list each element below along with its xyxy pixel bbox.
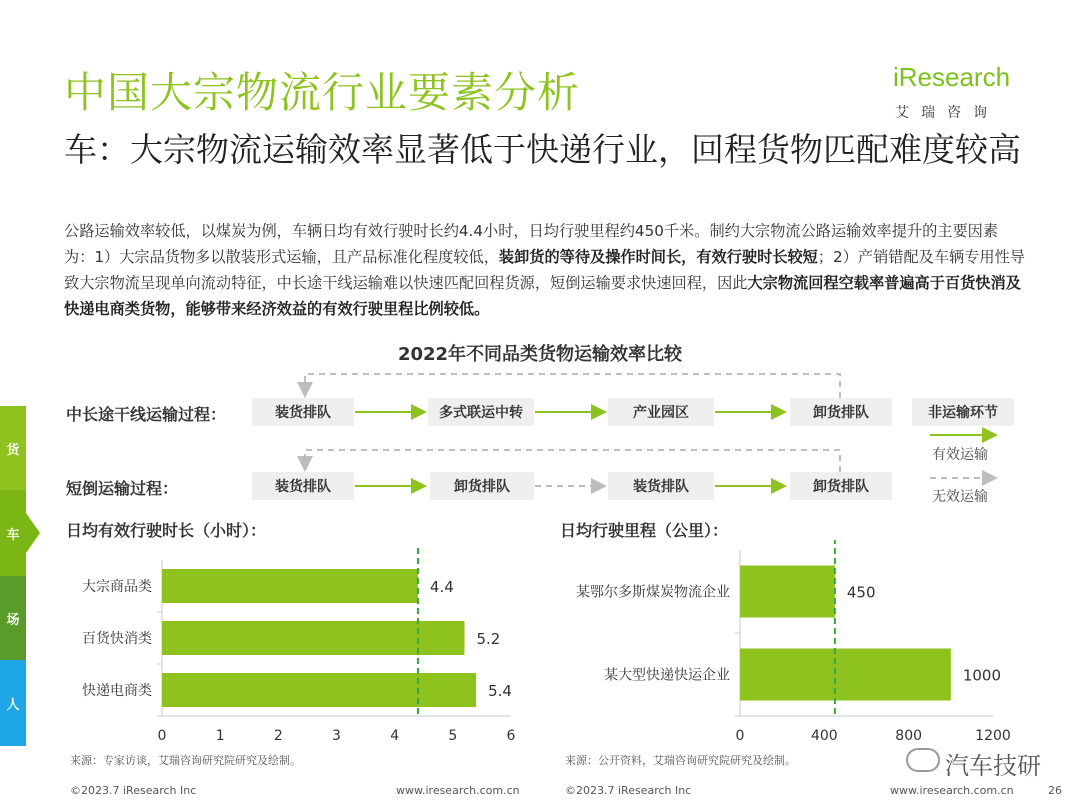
- side-tab-vehicle[interactable]: [0, 490, 26, 576]
- body-text-2: ；2）产销错配及车辆专用性导致大宗物流呈现单向流动特征，中长途干线运输难以快速匹配回程货源，短倒运输要求快速回程，因此: [64, 248, 1025, 292]
- chart1-plot: [60, 540, 540, 750]
- body-bold-2: 大宗物流回程空载率普遍高于百货快消及快递电商类货物，能够带来经济效益的有效行驶里程比例较低。: [64, 274, 1021, 318]
- chart1-tick-label: 6: [506, 728, 516, 744]
- chart2-bar: [740, 566, 835, 618]
- row1-step-1: 装货排队: [252, 398, 354, 426]
- row1-step-3: 产业园区: [608, 398, 714, 426]
- footer-copyright-right: ©2023.7 iResearch Inc: [565, 784, 692, 797]
- body-paragraph: [64, 218, 1026, 322]
- process-title: 2022年不同品类货物运输效率比较: [397, 344, 683, 365]
- row2-step-2: 卸货排队: [430, 472, 534, 500]
- body-text-1: 公路运输效率较低，以煤炭为例，车辆日均有效行驶时长约4.4小时，日均行驶里程约450千米。制约大宗物流公路运输效率提升的主要因素为：1）大宗品货物多以散装形式运输，且产品标准化程度较低，: [64, 222, 999, 266]
- side-tab-goods[interactable]: [0, 406, 26, 490]
- logo-chinese: 艾瑞咨询: [895, 105, 999, 121]
- side-tab-vehicle-label: 车: [6, 527, 20, 543]
- row2-step-1: 装货排队: [252, 472, 354, 500]
- row2-label: 短倒运输过程：: [66, 479, 179, 498]
- chart1-tick-label: 1: [215, 728, 225, 744]
- row2-return-arrow: [305, 450, 840, 472]
- chart1-title: 日均有效行驶时长（小时）：: [66, 521, 267, 540]
- chart1-category-label: 大宗商品类: [82, 579, 152, 595]
- source-right: 来源：公开资料，艾瑞咨询研究院研究及绘制。: [565, 754, 796, 767]
- row2-step-4: 卸货排队: [790, 472, 892, 500]
- chart1-value-label: 4.4: [429, 578, 454, 596]
- chart1-tick-label: 5: [448, 728, 458, 744]
- chart1-bar: [162, 673, 476, 707]
- chart1-tick-label: 4: [390, 728, 400, 744]
- side-tab-site[interactable]: [0, 576, 26, 660]
- chart2-title: 日均行驶里程（公里）：: [560, 521, 729, 540]
- side-tab-pointer: [26, 513, 40, 553]
- page-number: 26: [1048, 784, 1062, 797]
- chart2-bar: [740, 649, 951, 701]
- chart1-tick-label: 2: [273, 728, 283, 744]
- chart2-category-label: 某大型快递快运企业: [604, 667, 730, 684]
- side-tab-people-label: 人: [6, 697, 20, 713]
- row1-return-arrow: [305, 374, 840, 398]
- chart2-tick-label: 800: [895, 728, 923, 744]
- logo-wordmark: iResearch: [893, 62, 1011, 92]
- side-tab-site-label: 场: [6, 612, 20, 628]
- row1-label: 中长途干线运输过程：: [66, 405, 227, 424]
- iresearch-logo: [893, 62, 1033, 122]
- footer-url-left: www.iresearch.com.cn: [396, 784, 520, 797]
- legend-invalid-label: 无效运输: [932, 489, 988, 505]
- footer-copyright-left: ©2023.7 iResearch Inc: [70, 784, 197, 797]
- chart1-bar: [162, 569, 418, 603]
- chart1-category-label: 百货快消类: [82, 631, 152, 647]
- row1-step-2: 多式联运中转: [428, 398, 534, 426]
- side-tab-people[interactable]: [0, 660, 26, 746]
- source-left: 来源：专家访谈，艾瑞咨询研究院研究及绘制。: [70, 754, 301, 767]
- chart2-category-label: 某鄂尔多斯煤炭物流企业: [576, 584, 730, 601]
- chart1-bar: [162, 621, 464, 655]
- row2-step-3: 装货排队: [608, 472, 714, 500]
- footer-url-right: www.iresearch.com.cn: [890, 784, 1014, 797]
- body-bold-1: 装卸货的等待及操作时间长，有效行驶时长较短: [498, 248, 818, 266]
- chart2-tick-label: 400: [810, 728, 838, 744]
- chart1-tick-label: 0: [157, 728, 167, 744]
- side-tab-goods-label: 货: [6, 442, 20, 458]
- chart1-category-label: 快递电商类: [82, 683, 152, 699]
- chart2-value-label: 450: [846, 583, 876, 602]
- page-title: 中国大宗物流行业要素分析: [64, 68, 581, 117]
- legend-valid-label: 有效运输: [932, 447, 988, 463]
- chart1-tick-label: 3: [332, 728, 341, 744]
- chart2-tick-label: 0: [735, 728, 745, 744]
- page-subtitle: 车：大宗物流运输效率显著低于快递行业，回程货物匹配难度较高: [64, 130, 1021, 169]
- legend-non-transport: 非运输环节: [912, 398, 1014, 426]
- chart1-value-label: 5.2: [476, 630, 501, 648]
- chart2-value-label: 1000: [962, 666, 1002, 685]
- chart2-plot: [545, 540, 1015, 750]
- wechat-icon: [906, 748, 940, 772]
- watermark-text: 汽车技研: [945, 752, 1041, 780]
- chart1-value-label: 5.4: [488, 682, 512, 700]
- row1-step-4: 卸货排队: [790, 398, 892, 426]
- chart2-tick-label: 1200: [975, 728, 1011, 744]
